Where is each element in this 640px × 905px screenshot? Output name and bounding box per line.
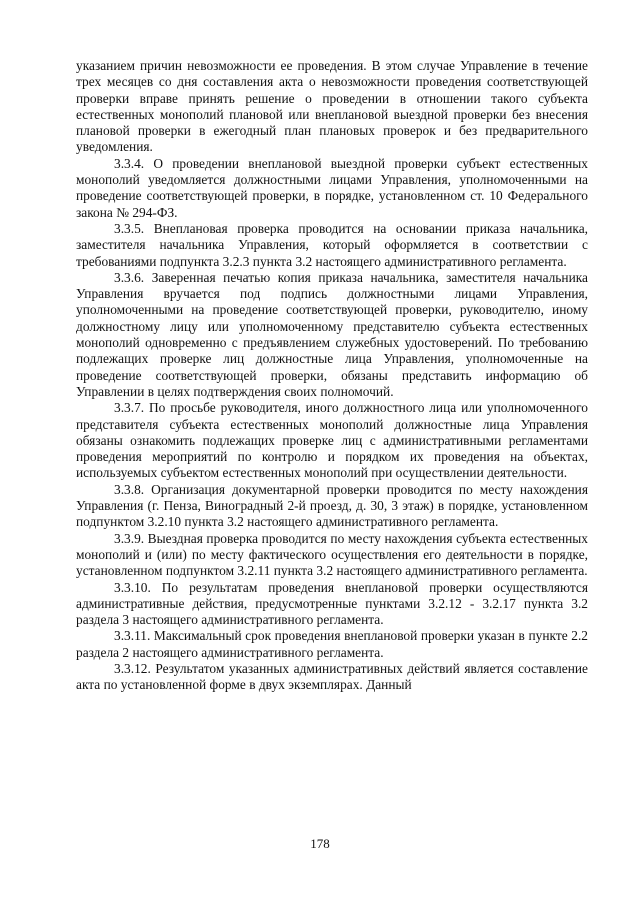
paragraph-3-3-10: 3.3.10. По результатам проведения внеплановой проверки осуществляются административные действия, предусмотренные пунктами 3.2.12 - 3.2.17 пункта 3.2 раздела 3 настоящего административного регламента. xyxy=(76,579,588,628)
paragraph-3-3-6: 3.3.6. Заверенная печатью копия приказа начальника, заместителя начальника Управления вручается под подпись должностными лицами Управления, уполномоченными на проведение соответствующей проверки, руководителю, иному должностному лицу или уполномоченному представителю субъекта естественных монополий одновременно с предъявлением служебных удостоверений. По требованию подлежащих проверке лиц должностные лица Управления, уполномоченные на проведение соответствующей проверки, обязаны представить информацию об Управлении в целях подтверждения своих полномочий. xyxy=(76,269,588,399)
page-number: 178 xyxy=(310,836,330,851)
paragraph-3-3-8: 3.3.8. Организация документарной проверки проводится по месту нахождения Управления (г. Пенза, Виноградный 2-й проезд, д. 30, 3 этаж) в порядке, установленном подпунктом 3.2.10 пункта 3.2 настоящего административного регламента. xyxy=(76,481,588,530)
paragraph-3-3-7: 3.3.7. По просьбе руководителя, иного должностного лица или уполномоченного представителя субъекта естественных монополий должностные лица Управления обязаны ознакомить подлежащих проверке лиц с административными регламентами проведения мероприятий по контролю и порядком их проведения на объектах, используемых субъектом естественных монополий при осуществлении деятельности. xyxy=(76,400,588,481)
paragraph-3-3-5: 3.3.5. Внеплановая проверка проводится на основании приказа начальника, заместителя начальника Управления, который оформляется в соответствии с требованиями подпункта 3.2.3 пункта 3.2 настоящего административного регламента. xyxy=(76,220,588,269)
document-body xyxy=(76,58,588,694)
paragraph-3-3-9: 3.3.9. Выездная проверка проводится по месту нахождения субъекта естественных монополий и (или) по месту фактического осуществления его деятельности в порядке, установленном подпунктом 3.2.11 пункта 3.2 настоящего административного регламента. xyxy=(76,530,588,579)
paragraph-3-3-12: 3.3.12. Результатом указанных административных действий является составление акта по установленной форме в двух экземплярах. Данный xyxy=(76,660,588,693)
paragraph-3-3-4: 3.3.4. О проведении внеплановой выездной проверки субъект естественных монополий уведомляется должностными лицами Управления, уполномоченными на проведение соответствующей проверки, в порядке, установленном ст. 10 Федерального закона № 294-ФЗ. xyxy=(76,155,588,220)
paragraph-3-3-11: 3.3.11. Максимальный срок проведения внеплановой проверки указан в пункте 2.2 раздела 2 настоящего административного регламента. xyxy=(76,628,588,660)
paragraph-continuation: указанием причин невозможности ее проведения. В этом случае Управление в течение трех месяцев со дня составления акта о невозможности проведения соответствующей проверки вправе принять решение о проведении в отношении такого субъекта естественных монополий плановой или внеплановой выездной проверки без внесения плановой проверки в ежегодный план плановых проверок и без предварительного уведомления. xyxy=(76,58,588,155)
